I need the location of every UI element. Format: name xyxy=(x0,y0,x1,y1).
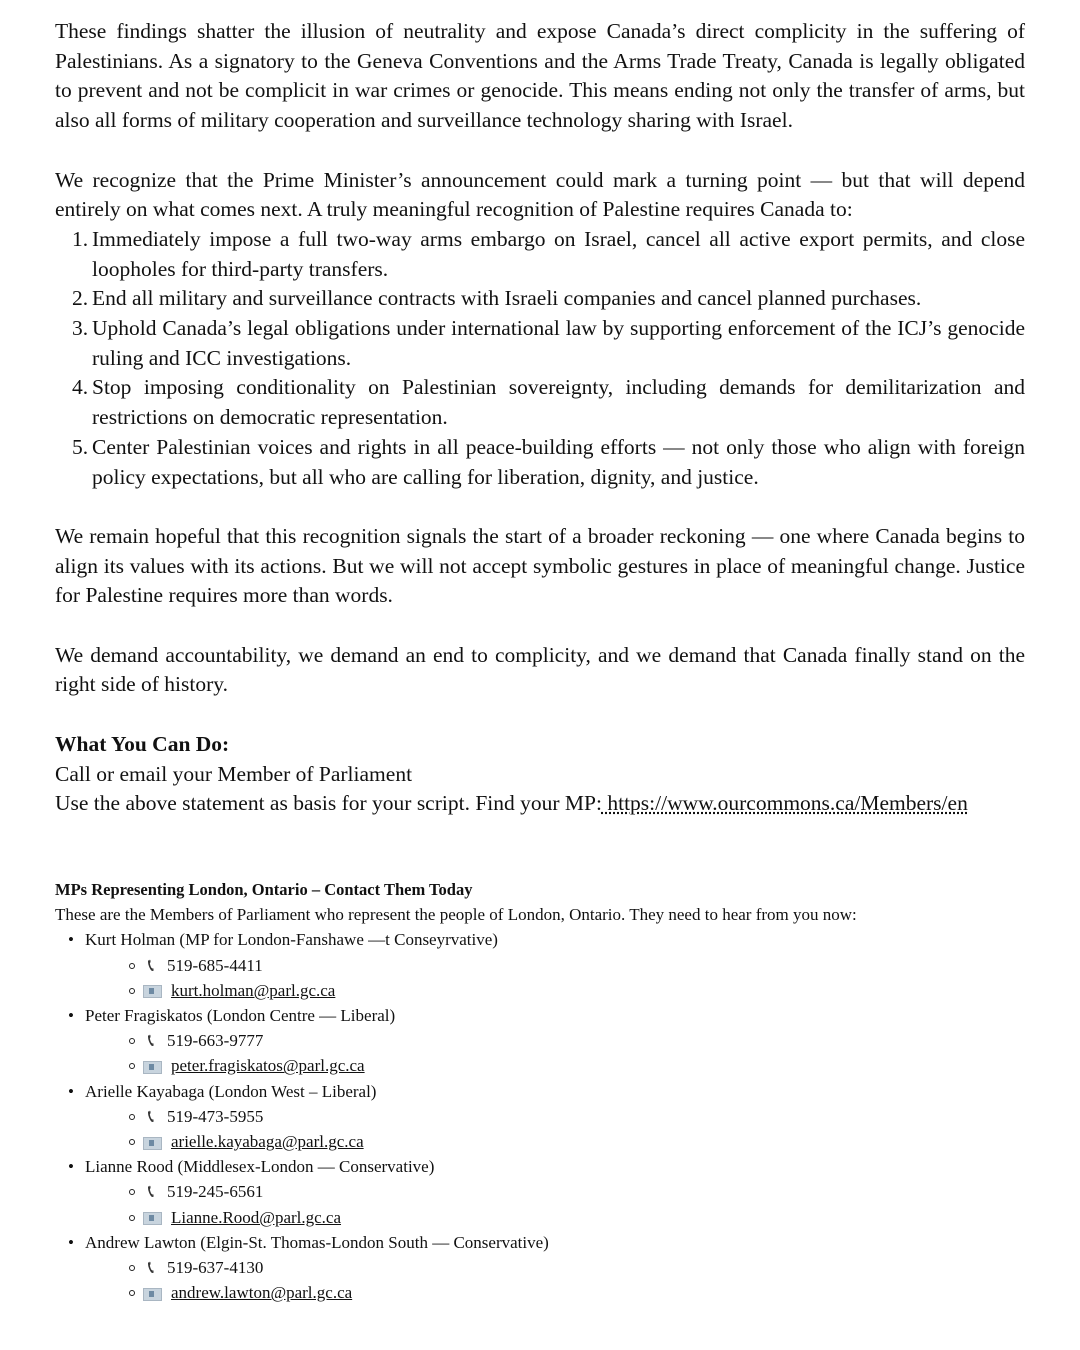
email-link[interactable]: andrew.lawton@parl.gc.ca xyxy=(171,1283,353,1303)
mp-name: Lianne Rood (Middlesex-London — Conservative) xyxy=(85,1157,435,1177)
list-item: 4. Stop imposing conditionality on Palestinian sovereignty, including demands for demilitarization and restrictions on democratic representation. xyxy=(72,375,1025,430)
mp-name: Kurt Holman (MP for London-Fanshawe —t Conseyrvative) xyxy=(85,930,498,950)
mp-phone: 📞︎ 519-663-9777 xyxy=(85,1028,1035,1053)
mp-item xyxy=(55,1230,1035,1306)
paragraph-hopeful: We remain hopeful that this recognition signals the start of a broader reckoning — one where Canada begins to align its values with its actions. But we will not accept symbolic gestures in place of meaningful change. Justice for Palestine requires more than words. xyxy=(55,523,1025,608)
contacts-title: MPs Representing London, Ontario – Contact Them Today xyxy=(55,880,473,899)
list-item: 1. Immediately impose a full two-way arms embargo on Israel, cancel all active export permits, and close loopholes for third-party transfers. xyxy=(72,226,1025,281)
mp-contacts-section xyxy=(55,877,1035,1305)
paragraph-recognition: We recognize that the Prime Minister’s announcement could mark a turning point — but that will depend entirely on what comes next. A truly meaningful recognition of Palestine requires Canada to: xyxy=(55,167,1025,222)
mp-email xyxy=(85,978,1035,1003)
mp-list xyxy=(55,927,1035,1305)
email-icon xyxy=(143,985,162,998)
mp-email xyxy=(85,1280,1035,1305)
phone-icon: 📞︎ xyxy=(147,954,155,975)
action-find-mp-line: Use the above statement as basis for your script. Find your MP: https://www.ourcommons.ca/Members/en xyxy=(55,791,968,816)
phone-icon: 📞︎ xyxy=(147,1181,155,1202)
mp-phone: 📞︎ 519-473-5955 xyxy=(85,1104,1035,1129)
phone-icon: 📞︎ xyxy=(147,1105,155,1126)
phone-icon: 📞︎ xyxy=(147,1030,155,1051)
mp-email xyxy=(85,1129,1035,1154)
ourcommons-link[interactable]: https://www.ourcommons.ca/Members/en xyxy=(601,791,968,816)
email-icon xyxy=(143,1061,162,1074)
action-heading: What You Can Do: xyxy=(55,731,230,756)
mp-item xyxy=(55,1079,1035,1155)
mp-item xyxy=(55,1154,1035,1230)
mp-name: Peter Fragiskatos (London Centre — Liberal) xyxy=(85,1006,396,1026)
phone-icon: 📞︎ xyxy=(147,1257,155,1278)
list-item: 5. Center Palestinian voices and rights in all peace-building efforts — not only those who align with foreign policy expectations, but all who are calling for liberation, dignity, and justice. xyxy=(72,434,1025,489)
mp-name: Andrew Lawton (Elgin-St. Thomas-London South — Conservative) xyxy=(85,1232,549,1252)
email-link[interactable]: peter.fragiskatos@parl.gc.ca xyxy=(171,1056,365,1076)
paragraph-findings: These findings shatter the illusion of neutrality and expose Canada’s direct complicity in the suffering of Palestinians. As a signatory to the Geneva Conventions and the Arms Trade Treaty, Canada is legally obligated to prevent and not be complicit in war crimes or genocide. This means ending not only the transfer of arms, but also all forms of military cooperation and surveillance technology sharing with Israel. xyxy=(55,19,1025,133)
list-item: 3. Uphold Canada’s legal obligations under international law by supporting enforcement of the ICJ’s genocide ruling and ICC investigations. xyxy=(72,316,1025,370)
action-call-line: Call or email your Member of Parliament xyxy=(55,761,413,786)
email-icon xyxy=(143,1288,162,1301)
list-item: 2. End all military and surveillance contracts with Israeli companies and cancel planned purchases. xyxy=(72,286,922,311)
paragraph-demand: We demand accountability, we demand an end to complicity, and we demand that Canada finally stand on the right side of history. xyxy=(55,642,1025,697)
demands-list xyxy=(55,225,1025,492)
email-icon xyxy=(143,1212,162,1225)
email-link[interactable]: arielle.kayabaga@parl.gc.ca xyxy=(171,1132,364,1152)
mp-phone: 📞︎ 519-245-6561 xyxy=(85,1179,1035,1204)
mp-item xyxy=(55,1003,1035,1079)
mp-email xyxy=(85,1053,1035,1078)
mp-name: Arielle Kayabaga (London West – Liberal) xyxy=(85,1081,377,1101)
mp-item xyxy=(55,927,1035,1003)
statement-body xyxy=(55,17,1025,819)
mp-email xyxy=(85,1205,1035,1230)
email-link[interactable]: kurt.holman@parl.gc.ca xyxy=(171,980,336,1000)
mp-phone: 📞︎ 519-685-4411 xyxy=(85,953,1035,978)
contacts-intro: These are the Members of Parliament who represent the people of London, Ontario. They need to hear from you now: xyxy=(55,905,857,925)
email-icon xyxy=(143,1137,162,1150)
email-link[interactable]: Lianne.Rood@parl.gc.ca xyxy=(171,1207,342,1227)
mp-phone: 📞︎ 519-637-4130 xyxy=(85,1255,1035,1280)
